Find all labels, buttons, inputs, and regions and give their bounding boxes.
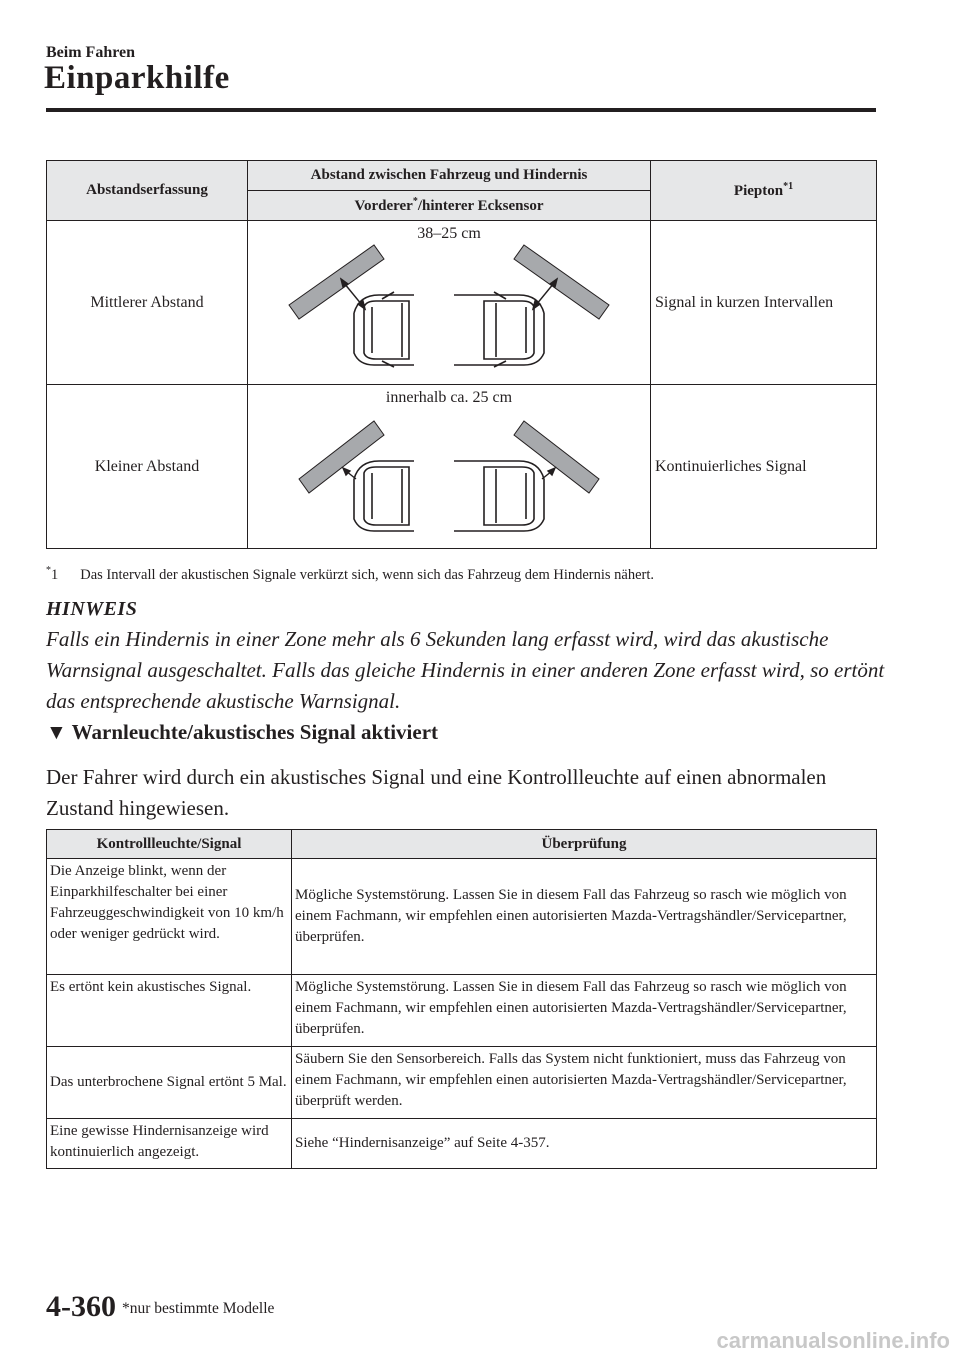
footnote: *1 Das Intervall der akustischen Signale verkürzt sich, wenn sich das Fahrzeug dem Hindernis nähert.: [46, 565, 655, 583]
check-cell: Säubern Sie den Sensorbereich. Falls das System nicht funktioniert, muss das Fahrzeug von einem Fachmann, wir empfehlen einen autorisierten Mazda-Vertragshändler/Servicepartner, überprüft werden.: [292, 1047, 877, 1119]
page-title: Einparkhilfe: [44, 60, 230, 96]
obstacle-left: [289, 245, 384, 319]
check-table: [46, 829, 877, 1169]
rear-car-outline: [454, 461, 544, 531]
sensor-diagram: [284, 243, 614, 373]
signal-cell: Signal in kurzen Intervallen: [651, 221, 877, 385]
detection-cell: Mittlerer Abstand: [47, 221, 248, 385]
table-header-row: [47, 830, 877, 859]
col-header-check: Überprüfung: [292, 830, 877, 859]
check-cell: Siehe “Hindernisanzeige” auf Seite 4-357.: [292, 1119, 877, 1169]
col-header-signal: Kontrollleuchte/Signal: [47, 830, 292, 859]
table-row: [47, 1047, 877, 1119]
page-footnote: *nur bestimmte Modelle: [122, 1300, 275, 1317]
diagram-cell: [248, 221, 651, 385]
table-row: [47, 859, 877, 975]
distance-range: 38–25 cm: [417, 225, 481, 242]
table-header-row: [47, 161, 877, 191]
distance-arrow-right: [542, 468, 555, 479]
detection-cell: Kleiner Abstand: [47, 385, 248, 549]
check-cell: Mögliche Systemstörung. Lassen Sie in diesem Fall das Fahrzeug so rasch wie möglich von einem Fachmann, wir empfehlen einen autorisierten Mazda-Vertragshändler/Servicepartner, überprüfen.: [292, 975, 877, 1047]
subsection-heading: ▼ Warnleuchte/akustisches Signal aktiviert: [46, 720, 439, 744]
table-row: [47, 975, 877, 1047]
col-header-distance: Abstand zwischen Fahrzeug und Hindernis: [248, 161, 651, 191]
signal-cell: Die Anzeige blinkt, wenn der Einparkhilfeschalter bei einer Fahrzeuggeschwindigkeit von 10 km/h oder weniger gedrückt wird.: [47, 859, 292, 975]
watermark: carmanualsonline.info: [716, 1328, 950, 1353]
col-header-sensor: Vorderer*/hinterer Ecksensor: [248, 191, 651, 221]
beep-header-label: Piepton: [733, 183, 784, 199]
distance-table: [46, 160, 877, 549]
col-header-detection: Abstandserfassung: [47, 161, 248, 221]
table-row: [47, 221, 877, 385]
body-paragraph: Der Fahrer wird durch ein akustisches Signal und eine Kontrollleuchte auf einen abnormalen Zustand hingewiesen.: [46, 765, 827, 820]
obstacle-right: [514, 245, 609, 319]
footnote-ref: *1: [783, 181, 794, 192]
table-row: [47, 1119, 877, 1169]
rear-car-outline: [454, 292, 544, 367]
signal-cell: Es ertönt kein akustisches Signal.: [47, 975, 292, 1047]
note-heading: HINWEIS: [46, 598, 138, 620]
title-divider: [46, 108, 876, 112]
front-car-outline: [354, 461, 414, 531]
triangle-down-icon: ▼: [46, 720, 67, 744]
distance-arrow-left: [343, 468, 356, 479]
table-row: [47, 385, 877, 549]
col-header-beep: [651, 161, 877, 221]
check-cell: Mögliche Systemstörung. Lassen Sie in diesem Fall das Fahrzeug so rasch wie möglich von einem Fachmann, wir empfehlen einen autorisierten Mazda-Vertragshändler/Servicepartner, überprüfen.: [292, 859, 877, 975]
page-number: 4-360: [46, 1290, 116, 1323]
distance-arrow-right: [533, 279, 557, 309]
diagram-cell: [248, 385, 651, 549]
distance-range: innerhalb ca. 25 cm: [385, 389, 513, 406]
signal-cell: Das unterbrochene Signal ertönt 5 Mal.: [47, 1047, 292, 1119]
note-text: Falls ein Hindernis in einer Zone mehr als 6 Sekunden lang erfasst wird, wird das akustische Warnsignal ausgeschaltet. Falls das gleiche Hindernis in einer anderen Zone erfasst wird, so ertönt das entsprechende akustische Warnsignal.: [46, 627, 885, 713]
section-label: Beim Fahren: [46, 44, 136, 61]
sensor-diagram: [284, 407, 614, 537]
distance-arrow-left: [341, 279, 365, 309]
signal-cell: Eine gewisse Hindernisanzeige wird kontinuierlich angezeigt.: [47, 1119, 292, 1169]
signal-cell: Kontinuierliches Signal: [651, 385, 877, 549]
